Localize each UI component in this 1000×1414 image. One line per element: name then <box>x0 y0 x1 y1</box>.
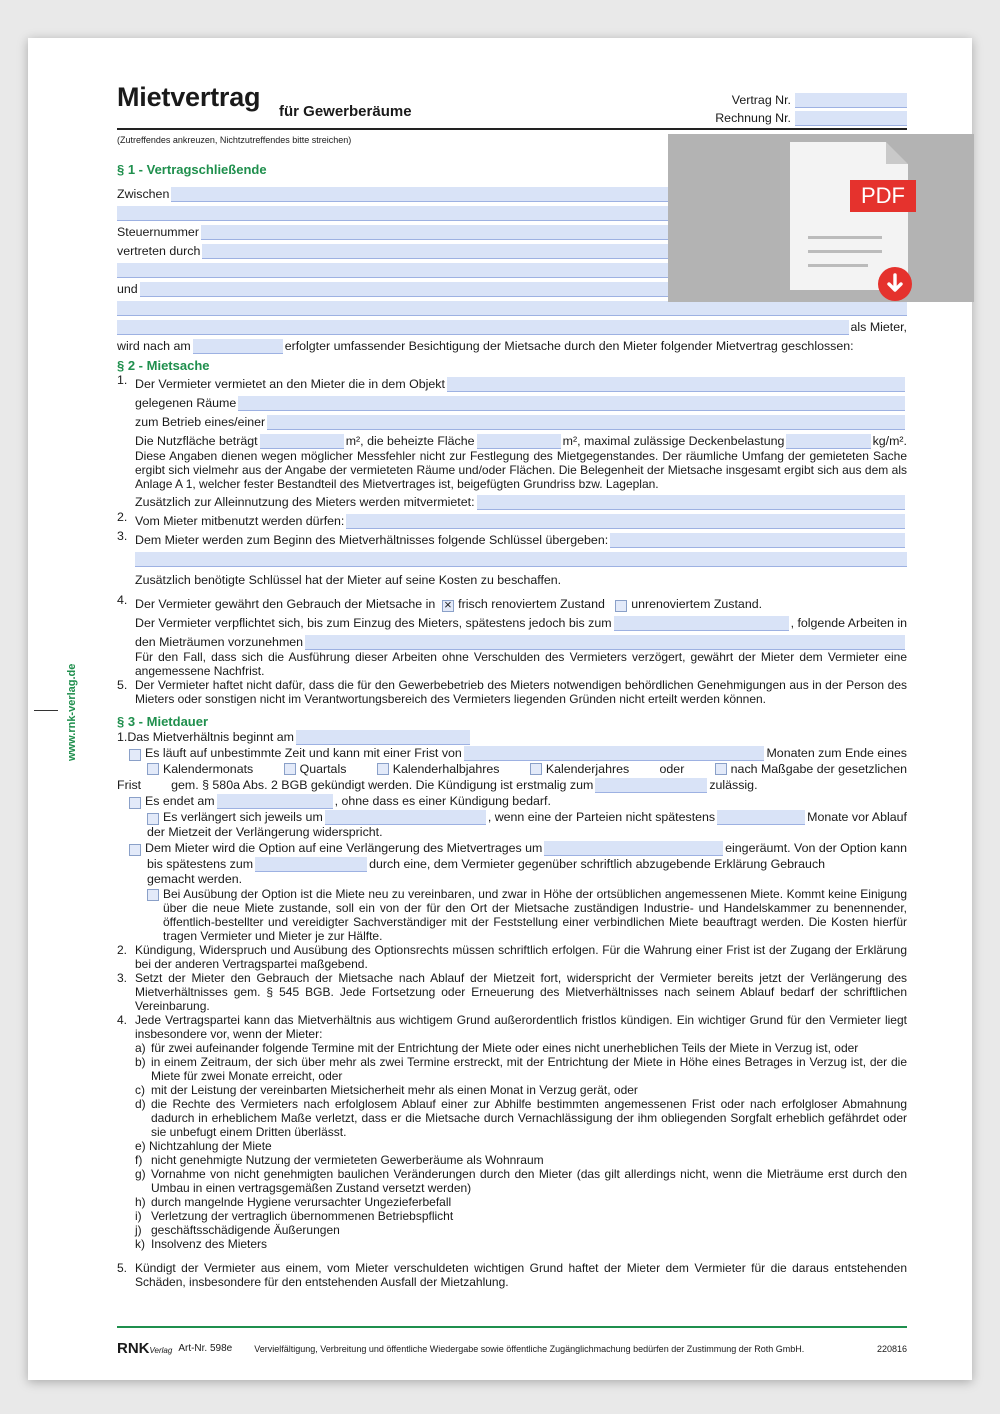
option-deadline-label: bis spätestens zum <box>147 857 254 871</box>
unrenovated-label: unrenoviertem Zustand. <box>631 597 763 611</box>
written-form-clause: Kündigung, Widerspruch und Ausübung des Optionsrechts müssen schriftlich erfolgen. Für die Wahrung einer Frist ist der Zugang der Erklärung bei der anderen Vertragspartei maßgebend. <box>135 943 907 971</box>
area-label: Die Nutzfläche beträgt <box>135 434 258 448</box>
rep-label: vertreten durch <box>117 244 201 258</box>
reason-k: Insolvenz des Mieters <box>151 1237 268 1251</box>
objection-label: Monate vor Ablauf <box>807 810 907 824</box>
permit-clause: Der Vermieter haftet nicht dafür, dass die für den Gewerbebetrieb des Mieters notwendigen behördlichen Genehmigungen aus in der Person des Mieters oder sonstigen nicht im Verantwortungsbereich des Vermieters liegenden Gründen nicht erteilt werden können. <box>135 678 907 706</box>
extension-mid: , wenn eine der Parteien nicht spätestens <box>487 810 716 824</box>
area-field[interactable] <box>260 434 344 449</box>
page-subtitle: für Gewerberäume <box>279 103 412 120</box>
option-label: Dem Mieter wird die Option auf eine Verlängerung des Mietvertrages um <box>145 841 543 855</box>
half-year-label: Kalenderhalbjahres <box>392 762 500 776</box>
reason-c: mit der Leistung der vereinbarten Mietsicherheit mehr als einen Monat in Verzug gerät, oder <box>151 1083 638 1097</box>
fixed-end-post: , ohne dass es einer Kündigung bedarf. <box>334 794 551 808</box>
termination-clause: Jede Vertragspartei kann das Mietverhältnis aus wichtigem Grund außerordentlich fristlos kündigen. Ein wichtiger Grund für den Vermieter liegt insbesondere vor, wenn der Mieter: <box>135 1013 907 1041</box>
work-label: den Mieträumen vorzunehmen <box>135 635 304 649</box>
version-code: 220816 <box>876 1343 907 1354</box>
first-notice-label: gem. § 580a Abs. 2 BGB gekündigt werden. Die Kündigung ist erstmalig zum <box>171 778 594 792</box>
extra-rent-field[interactable] <box>477 495 905 510</box>
allowed-label: zulässig. <box>709 778 758 792</box>
start-label: 1.Das Mietverhältnis beginnt am <box>117 730 294 744</box>
fold-mark <box>34 710 58 711</box>
title-row <box>117 82 907 130</box>
legal-label: nach Maßgabe der gesetzlichen <box>730 762 907 776</box>
legal-checkbox[interactable] <box>715 763 727 775</box>
delay-note: Für den Fall, dass sich die Ausführung dieser Arbeiten ohne Verschulden des Vermieters verzögert, gewährt der Mieter dem Vermieter eine angemessene Nachfrist. <box>135 650 907 678</box>
reason-a: für zwei aufeinander folgende Termine mit der Entrichtung der Miete oder eines nicht unerheblichen Teils der Miete in Verzug ist, oder <box>151 1041 859 1055</box>
business-field[interactable] <box>267 415 905 430</box>
contract-no-field[interactable] <box>795 93 907 108</box>
renovated-checkbox[interactable] <box>442 600 454 612</box>
inspection-pre: wird nach am <box>117 339 191 353</box>
year-label: Kalenderjahres <box>545 762 630 776</box>
reason-d: die Rechte des Vermieters nach erfolglosem Ablauf einer zur Abhilfe bestimmten angemessenen Frist oder nach erfolgloser Abmahnung dadurch in erheblichem Maße verletzt, dass er die Mietsache durch Vernachlässigung der ihm obliegenden Sorgfalt erheblich gefährdet oder sie unbefugt einem Dritten überlässt. <box>151 1097 907 1139</box>
option-granted: eingeräumt. Von der Option kann <box>725 841 907 855</box>
unrenovated-checkbox[interactable] <box>615 600 627 612</box>
pdf-download-overlay[interactable] <box>668 134 974 302</box>
load-field[interactable] <box>786 434 870 449</box>
continuation-clause: Setzt der Mieter den Gebrauch der Mietsache nach Ablauf der Mietzeit fort, widerspricht der Vermieter bereits jetzt der Verlängerung des Mietverhältnisses gem. § 545 BGB. Jede Fortsetzung oder Erneuerung des Mietverhältnisses nach seinem Ablauf bedarf der schriftlichen Vereinbarung. <box>135 971 907 1013</box>
and-label: und <box>117 282 138 296</box>
rooms-label: gelegenen Räume <box>135 396 237 410</box>
invoice-no-field[interactable] <box>795 111 907 126</box>
load-unit: kg/m². <box>872 434 907 448</box>
renovated-label: frisch renoviertem Zustand <box>458 597 605 611</box>
rooms-field[interactable] <box>238 396 905 411</box>
instruction-note: (Zutreffendes ankreuzen, Nichtzutreffendes bitte streichen) <box>117 135 352 145</box>
object-field[interactable] <box>447 377 905 392</box>
start-date-field[interactable] <box>296 730 470 745</box>
work-deadline-post: , folgende Arbeiten in <box>790 616 907 630</box>
work-deadline-label: Der Vermieter verpflichtet sich, bis zum Einzug des Mieters, spätestens jedoch bis zum <box>135 616 612 630</box>
fixed-end-label: Es endet am <box>145 794 215 808</box>
keys-label: Dem Mieter werden zum Beginn des Mietverhältnisses folgende Schlüssel übergeben: <box>135 533 609 547</box>
side-url: www.rnk-verlag.de <box>66 663 78 762</box>
contract-no-label: Vertrag Nr. <box>731 92 791 107</box>
work-field[interactable] <box>305 635 905 650</box>
heated-label: m², die beheizte Fläche <box>345 434 475 448</box>
or-label: oder <box>659 762 685 776</box>
reason-f: nicht genehmigte Nutzung der vermieteten Gewerberäume als Wohnraum <box>151 1153 544 1167</box>
month-label: Kalendermonats <box>163 762 254 776</box>
business-label: zum Betrieb eines/einer <box>135 415 266 429</box>
keys-field[interactable] <box>610 533 905 548</box>
rent-adjust-checkbox[interactable] <box>147 889 159 901</box>
quarter-label: Quartals <box>299 762 347 776</box>
tax-label: Steuernummer <box>117 225 199 239</box>
tenant-field-2[interactable] <box>117 301 907 316</box>
load-label: m², maximal zulässige Deckenbelastung <box>562 434 785 448</box>
extension-field[interactable] <box>325 810 486 825</box>
frist-label: Frist <box>117 778 142 792</box>
reason-e: e) Nichtzahlung der Miete <box>135 1139 272 1153</box>
notice-months-label: Monaten zum Ende eines <box>766 746 907 760</box>
indefinite-label: Es läuft auf unbestimmte Zeit und kann mit einer Frist von <box>145 746 462 760</box>
half-year-checkbox[interactable] <box>377 763 389 775</box>
extension-tail: der Mietzeit der Verlängerung widerspricht. <box>147 825 383 839</box>
notice-months-field[interactable] <box>464 746 765 761</box>
inspection-post: erfolgter umfassender Besichtigung der Mietsache durch den Mieter folgender Mietvertrag geschlossen: <box>284 339 854 353</box>
extension-checkbox[interactable] <box>147 813 159 825</box>
section-1-heading: § 1 - Vertragschließende <box>117 162 267 177</box>
footer <box>117 1326 907 1357</box>
inspection-date-field[interactable] <box>193 339 283 354</box>
object-label: Der Vermieter vermietet an den Mieter die in dem Objekt <box>135 377 445 391</box>
publisher-logo: RNKVerlag <box>117 1340 173 1357</box>
extension-label: Es verlängert sich jeweils um <box>163 810 323 824</box>
month-checkbox[interactable] <box>147 763 159 775</box>
year-checkbox[interactable] <box>530 763 542 775</box>
page-title: Mietvertrag <box>117 82 261 112</box>
pdf-badge: PDF <box>850 180 916 212</box>
rent-adjust-clause: Bei Ausübung der Option ist die Miete neu zu vereinbaren, und zwar in Höhe der ortsüblichen angemessenen Miete. Kommt keine Einigung über die neue Miete zustande, soll ein von der für den Ort der Mietsache zuständigen Industrie- und Handelskammer zu benennender, öffentlich-bestellter und vereidigter Sachverständiger mit der Feststellung einer verbindlichen Miete beauftragt werden. Die Kosten hierfür tragen Vermieter und Mieter je zur Hälfte. <box>163 887 907 943</box>
between-label: Zwischen <box>117 187 170 201</box>
extra-rent-label: Zusätzlich zur Alleinnutzung des Mieters werden mitvermietet: <box>135 495 475 509</box>
option-tail: gemacht werden. <box>147 872 243 886</box>
option-deadline-field[interactable] <box>255 857 367 872</box>
reason-h: durch mangelnde Hygiene verursachter Ungezieferbefall <box>151 1195 452 1209</box>
reason-i: Verletzung der vertraglich übernommenen Betriebspflicht <box>151 1209 454 1223</box>
keys-field-2[interactable] <box>135 552 907 567</box>
area-note: Diese Angaben dienen wegen möglicher Messfehler nicht zur Festlegung des Mietgegenstandes. Der räumliche Umfang der gemieteten Sache ergibt sich vielmehr aus der Angabe der vermieteten Räume und/oder Flächen. Die Belegenheit der Mietsache insgesamt ergibt sich aus dem als Anlage A 1, welcher fester Bestandteil des Mietvertrages ist, beigefügten Grundriss bzw. Lageplan. <box>135 449 907 491</box>
damages-clause: Kündigt der Vermieter aus einem, vom Mieter verschuldeten wichtigen Grund haftet der Mieter dem Vermieter für die daraus entstehenden Schäden, insbesondere für den entstehenden Ausfall der Mietzahlung. <box>135 1261 907 1289</box>
heated-field[interactable] <box>477 434 561 449</box>
indefinite-checkbox[interactable] <box>129 749 141 761</box>
objection-months-field[interactable] <box>717 810 805 825</box>
option-checkbox[interactable] <box>129 844 141 856</box>
article-number: Art-Nr. 598e <box>178 1343 233 1354</box>
first-notice-field[interactable] <box>595 778 707 793</box>
invoice-no-label: Rechnung Nr. <box>715 110 791 125</box>
shared-use-label: Vom Mieter mitbenutzt werden dürfen: <box>135 514 345 528</box>
as-tenant-label: als Mieter, <box>850 320 907 334</box>
section-3-heading: § 3 - Mietdauer <box>117 714 209 729</box>
condition-label: Der Vermieter gewährt den Gebrauch der Mietsache in <box>135 597 436 611</box>
quarter-checkbox[interactable] <box>284 763 296 775</box>
keys-note: Zusätzlich benötigte Schlüssel hat der Mieter auf seine Kosten zu beschaffen. <box>135 573 562 587</box>
option-duration-field[interactable] <box>544 841 723 856</box>
section-2-heading: § 2 - Mietsache <box>117 358 210 373</box>
pdf-file-icon[interactable] <box>790 142 908 290</box>
end-date-field[interactable] <box>217 794 333 809</box>
shared-use-field[interactable] <box>346 514 905 529</box>
reason-g: Vornahme von nicht genehmigten baulichen Veränderungen durch den Mieter (das gilt allerdings nicht, wenn die Mieträume erst durch den Umbau in einen vertragsgemäßen Zustand versetzt werden) <box>151 1167 907 1195</box>
form-content: Mietvertrag für Gewerberäume Vertrag Nr. Rechnung Nr. (Zutreffendes ankreuzen, Nichtzutreffendes bitte streichen) § 1 - Vertragschließende Zwischen Steuernummer vertreten durch und als Mieter, wird nach am erfolgter umfassender Besichtigung der Mietsache durch den Mieter folgender Mietvertrag geschlossen: § 2 - Mietsache 1. Der Vermieter vermietet an den Mieter die in dem Objekt gelegenen Räume zum Betrieb eines/einer Die Nutzfläche beträgt m², die beheizte Fläche m², maximal zulässige Deckenbelastung kg/m². Diese Angaben dienen wegen möglicher Messfehler nicht zur Festlegung des Mietgegenstandes. Der räumliche Umfang der gemieteten Sache ergibt sich vielmehr aus der Angabe der vermieteten Räume und/oder Flächen. Die Belegenheit der Mietsache insgesamt ergibt sich aus dem als Anlage A 1, welcher fester Bestandteil des Mietvertrages ist, beigefügten Grundriss bzw. Lageplan. Zusätzlich zur Alleinnutzung des Mieters werden mitvermietet: 2. Vom Mieter mitbenutzt werden dürfen: 3. Dem Mieter werden zum Beginn des Mietverhältnisses folgende Schlüssel übergeben: Zusätzlich benötigte Schlüssel hat der Mieter auf seine Kosten zu beschaffen. 4. Der Vermieter gewährt den Gebrauch der Mietsache in × frisch renoviertem Zustand unrenoviertem Zustand. Der Vermieter verpflichtet sich, bis zum Einzug des Mieters, spätestens jedoch bis zum , folgende Arbeiten in den Mieträumen vorzunehmen Für den Fall, dass sich die Ausführung dieser Arbeiten ohne Verschulden des Vermieters verzögert, gewährt der Mieter dem Vermieter eine angemessene Nachfrist. 5. Der Vermieter haftet nicht dafür, dass die für den Gewerbebetrieb des Mieters notwendigen behördlichen Genehmigungen aus in der Person des Mieters oder sonstigen nicht im Verantwortungsbereich des Vermieters liegenden Gründen nicht erteilt werden können. § 3 - Mietdauer 1.Das Mietverhältnis beginnt am Es läuft auf unbestimmte Zeit und kann mit einer Frist von Monaten zum Ende eines Kalendermonats Quartals Kalenderhalbjahres Kalenderjahres oder nach Maßgabe der gesetzlichen Frist gem. § 580a Abs. 2 BGB gekündigt werden. Die Kündigung ist erstmalig zum zulässig. Es endet am , ohne dass es einer Kündigung bedarf. Es verlängert sich jeweils um , wenn eine der Parteien nicht spätestens Monate vor Ablauf der Mietzeit der Verlängerung widerspricht. Dem Mieter wird die Option auf eine Verlängerung des Mietvertrages um eingeräumt. Von der Option kann bis spätestens zum durch eine, dem Vermieter gegenüber schriftlich abzugebende Erklärung Gebrauch gemacht werden. Bei Ausübung der Option ist die Miete neu zu vereinbaren, und zwar in Höhe der ortsüblichen angemessenen Miete. Kommt keine Einigung über die neue Miete zustande, soll ein von der für den Ort der Mietsache zuständigen Industrie- und Handelskammer zu benennender, öffentlich-bestellter und vereidigter Sachverständiger mit der Feststellung einer verbindlichen Miete beauftragt werden. Die Kosten hierfür tragen Vermieter und Mieter je zur Hälfte. 2. Kündigung, Widerspruch und Ausübung des Optionsrechts müssen schriftlich erfolgen. Für die Wahrung einer Frist ist der Zugang der Erklärung bei der anderen Vertragspartei maßgebend. 3. Setzt der Mieter den Gebrauch der Mietsache nach Ablauf der Mietzeit fort, widerspricht der Vermieter bereits jetzt der Verlängerung des Mietverhältnisses gem. § 545 BGB. Jede Fortsetzung oder Erneuerung des Mietverhältnisses nach seinem Ablauf bedarf der schriftlichen Vereinbarung. 4. Jede Vertragspartei kann das Mietverhältnis aus wichtigem Grund außerordentlich fristlos kündigen. Ein wichtiger Grund für den Vermieter liegt insbesondere vor, wenn der Mieter: a) für zwei aufeinander folgende Termine mit der Entrichtung der Miete oder eines nicht unerheblichen Teils der Miete in Verzug ist, oder b) in einem Zeitraum, der sich über mehr als zwei Termine erstreckt, mit der Entrichtung der Miete in Höhe eines Betrages in Verzug ist, der die Miete für zwei Monate erreicht, oder c) mit der Leistung der vereinbarten Mietsicherheit mehr als einen Monat in Verzug gerät, oder d) die Rechte des Vermieters nach erfolglosem Ablauf einer zur Abhilfe bestimmten angemessenen Frist oder nach erfolgloser Abmahnung dadurch in erheblichem Maße verletzt, dass er die Mietsache durch Vernachlässigung der ihm obliegenden Sorgfalt erheblich gefährdet oder sie unbefugt einem Dritten überlässt. e) Nichtzahlung der Miete f) nicht genehmigte Nutzung der vermieteten Gewerberäume als Wohnraum g) Vornahme von nicht genehmigten baulichen Veränderungen durch den Mieter (das gilt allerdings nicht, wenn die Mieträume erst durch den Umbau in einen vertragsgemäßen Zustand versetzt werden) h) durch mangelnde Hygiene verursachter Ungezieferbefall i) Verletzung der vertraglich übernommenen Betriebspflicht j) geschäftsschädigende Äußerungen k) Insolvenz des Mieters 5. Kündigt der Vermieter aus einem, vom Mieter verschuldeten wichtigen Grund haftet der Mieter dem Vermieter für die daraus entstehenden Schäden, insbesondere für den entstehenden Ausfall der Mietzahlung. <box>117 88 907 1289</box>
option-declaration: durch eine, dem Vermieter gegenüber schriftlich abzugebende Erklärung Gebrauch <box>369 857 826 871</box>
reason-b: in einem Zeitraum, der sich über mehr als zwei Termine erstreckt, mit der Entrichtung der Miete in Höhe eines Betrages in Verzug ist, der die Miete für zwei Monate erreicht, oder <box>151 1055 907 1083</box>
download-icon[interactable] <box>878 267 912 301</box>
tenant-field-3[interactable] <box>117 320 849 335</box>
contract-numbers <box>707 91 907 127</box>
legal-notice: Vervielfältigung, Verbreitung und öffentliche Wiedergabe sowie öffentliche Zugänglichmachung bedürfen der Zustimmung der Roth GmbH. <box>254 1343 805 1354</box>
work-deadline-field[interactable] <box>614 616 789 631</box>
fixed-end-checkbox[interactable] <box>129 797 141 809</box>
reason-j: geschäftsschädigende Äußerungen <box>151 1223 340 1237</box>
